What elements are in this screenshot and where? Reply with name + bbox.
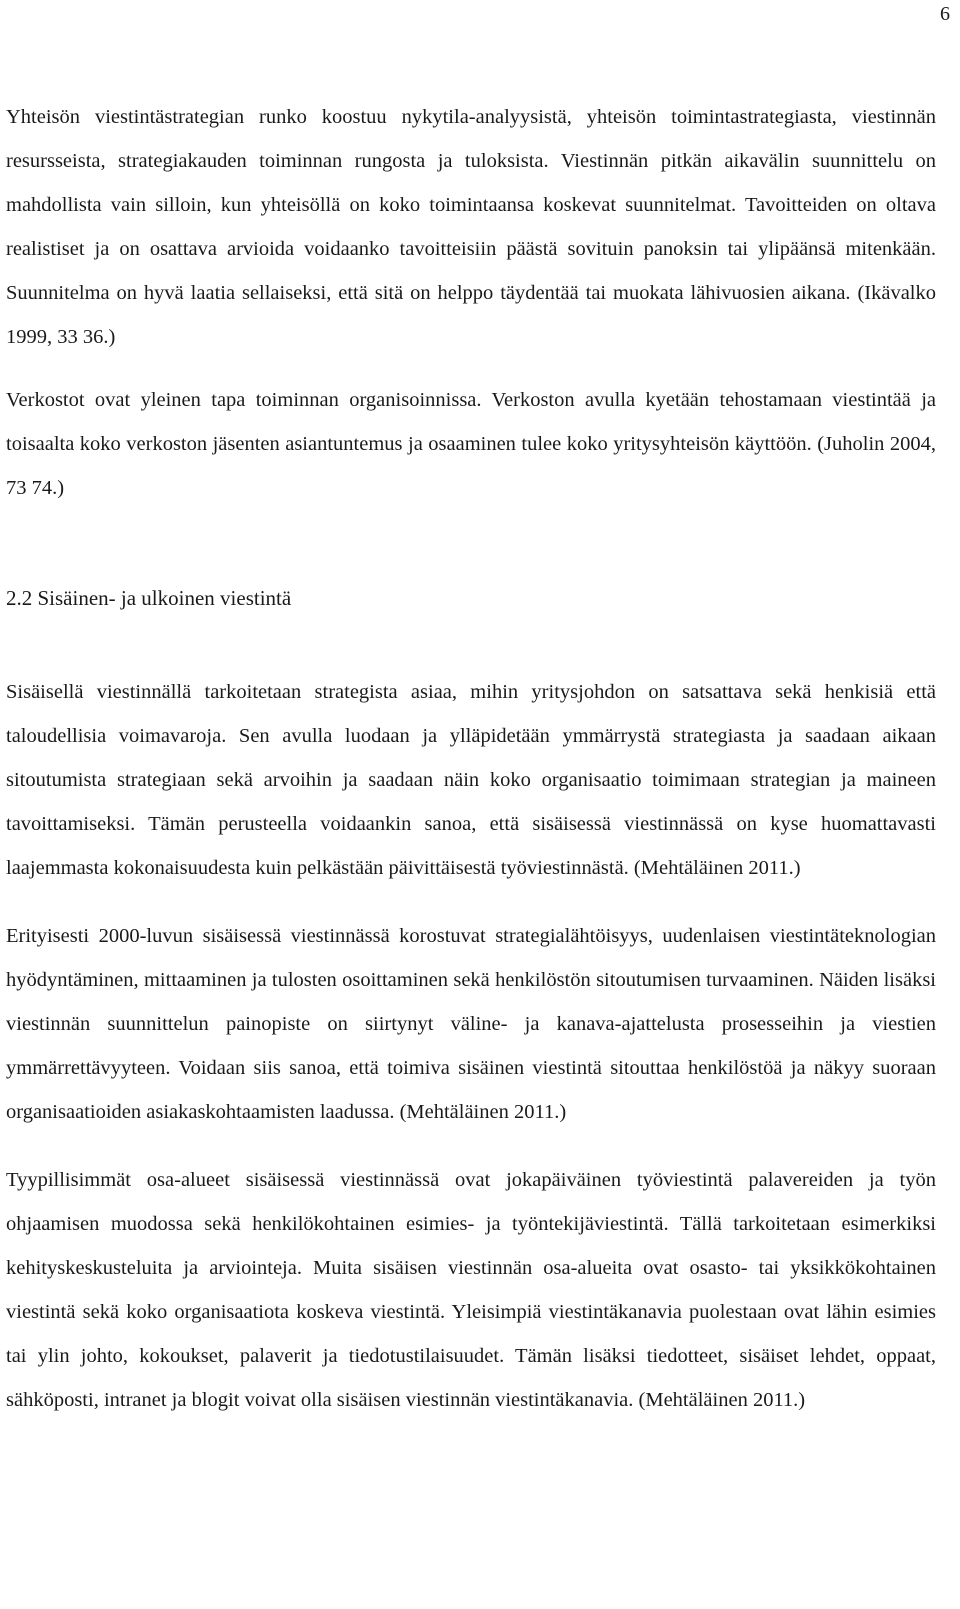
body-paragraph: Erityisesti 2000-luvun sisäisessä viestinnässä korostuvat strategialähtöisyys, uudenlaisen viestintäteknologian hyödyntäminen, mittaaminen ja tulosten osoittaminen sekä henkilöstön sitoutumisen turvaaminen. Näiden lisäksi viestinnän suunnittelun painopiste on siirtynyt väline- ja kanava-ajattelusta prosesseihin ja viestien ymmärrettävyyteen. Voidaan siis sanoa, että toimiva sisäinen viestintä sitouttaa henkilöstöä ja näkyy suoraan organisaatioiden asiakaskohtaamisten laadussa. (Mehtäläinen 2011.) bbox=[6, 925, 936, 1123]
section-heading: 2.2 Sisäinen- ja ulkoinen viestintä bbox=[6, 586, 292, 610]
body-paragraph: Verkostot ovat yleinen tapa toiminnan organisoinnissa. Verkoston avulla kyetään tehostamaan viestintää ja toisaalta koko verkoston jäsenten asiantuntemus ja osaaminen tulee koko yritysyhteisön käyttöön. (Juholin 2004, 73 74.) bbox=[6, 389, 936, 499]
page-content bbox=[6, 95, 936, 1422]
page-number: 6 bbox=[940, 3, 950, 25]
body-paragraph: Sisäisellä viestinnällä tarkoitetaan strategista asiaa, mihin yritysjohdon on satsattava sekä henkisiä että taloudellisia voimavaroja. Sen avulla luodaan ja ylläpidetään ymmärrystä strategiasta ja saadaan aikaan sitoutumista strategiaan sekä arvoihin ja saadaan näin koko organisaatio toimimaan strategian ja maineen tavoittamiseksi. Tämän perusteella voidaankin sanoa, että sisäisessä viestinnässä on kyse huomattavasti laajemmasta kokonaisuudesta kuin pelkästään päivittäisestä työviestinnästä. (Mehtäläinen 2011.) bbox=[6, 681, 936, 879]
body-paragraph: Yhteisön viestintästrategian runko koostuu nykytila-analyysistä, yhteisön toimintastrategiasta, viestinnän resursseista, strategiakauden toiminnan rungosta ja tuloksista. Viestinnän pitkän aikavälin suunnittelu on mahdollista vain silloin, kun yhteisöllä on koko toimintaansa koskevat suunnitelmat. Tavoitteiden on oltava realistiset ja on osattava arvioida voidaanko tavoitteisiin päästä sovituin panoksin tai ylipäänsä mitenkään. Suunnitelma on hyvä laatia sellaiseksi, että sitä on helppo täydentää tai muokata lähivuosien aikana. (Ikävalko 1999, 33 36.) bbox=[6, 106, 936, 348]
body-paragraph: Tyypillisimmät osa-alueet sisäisessä viestinnässä ovat jokapäiväinen työviestintä palavereiden ja työn ohjaamisen muodossa sekä henkilökohtainen esimies- ja työntekijäviestintä. Tällä tarkoitetaan esimerkiksi kehityskeskusteluita ja arviointeja. Muita sisäisen viestinnän osa-alueita ovat osasto- tai yksikkökohtainen viestintä sekä koko organisaatiota koskeva viestintä. Yleisimpiä viestintäkanavia puolestaan ovat lähin esimies tai ylin johto, kokoukset, palaverit ja tiedotustilaisuudet. Tämän lisäksi tiedotteet, sisäiset lehdet, oppaat, sähköposti, intranet ja blogit voivat olla sisäisen viestinnän viestintäkanavia. (Mehtäläinen 2011.) bbox=[6, 1169, 936, 1411]
